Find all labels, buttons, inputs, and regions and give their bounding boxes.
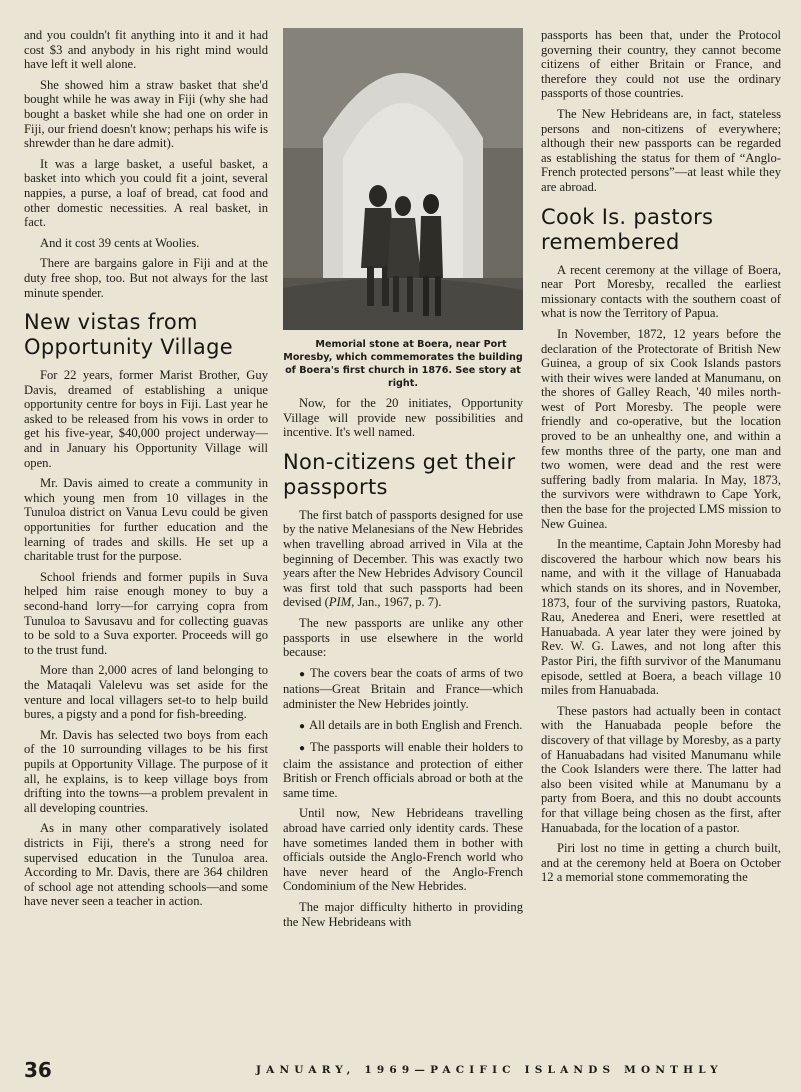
paragraph-text-end: , Jan., 1967, p. 7). bbox=[351, 595, 442, 610]
bullet-icon: ● bbox=[299, 743, 306, 755]
paragraph bbox=[283, 508, 523, 610]
paragraph: The new passports are unlike any other passports in use elsewhere in the world because: bbox=[283, 615, 523, 660]
bullet-text: The covers bear the coats of arms of two nations—Great Britain and France—which administer the New Hebrides jointly. bbox=[283, 665, 523, 711]
photo-caption: Memorial stone at Boera, near Port Moresby, which commemorates the building of Boera's first church in 1876. See story at right. bbox=[283, 339, 523, 389]
paragraph: In the meantime, Captain John Moresby had discovered the harbour which now bears his name, and with it the village of Hanuabada which stands on its shores, and in November, 1873, four of the surviving pastors, Ruatoka, Rau, Anederea and Eneri, were resettled at Hanuabada. A year later they were joined by Rev. W. G. Lawes, and not long after this Pastor Piri, the fifth survivor of the Manumanu episode, settled at Boera, a beach village 10 miles from Hanuabada. bbox=[541, 537, 781, 698]
paragraph: These pastors had actually been in contact with the Hanuabada people before the discovery of that village by Moresby, as a party of Hanuabadans had visited Manumanu while the Cook Islanders were there. The latter had also been visited while at Manumanu by a party from Boera, and this no doubt accounts for that village being chosen as the first, after Hanuabada, for the location of a pastor. bbox=[541, 703, 781, 835]
paragraph: The major difficulty hitherto in providing the New Hebrideans with bbox=[283, 900, 523, 929]
paragraph: passports has been that, under the Protocol governing their country, they cannot become citizens of either Britain or France, and therefore they could not use the ordinary passports of those countries. bbox=[541, 28, 781, 101]
paragraph-text: The first batch of passports designed for use by the native Melanesians of the New Hebrides when travelling abroad arrived in Vila at the beginning of December. This was exactly two years after the New Hebrides Advisory Council was first told that such passports had been devised ( bbox=[283, 507, 523, 610]
bullet-icon: ● bbox=[299, 668, 307, 680]
paragraph: School friends and former pupils in Suva helped him raise enough money to buy a second-hand lorry—for carrying copra from Tunuloa to Savusavu and for collecting guavas to be sold to a Suva exporter. Proceeds will go to the trust fund. bbox=[24, 569, 268, 657]
bullet-item bbox=[283, 666, 523, 712]
paragraph: Piri lost no time in getting a church built, and at the ceremony held at Boera on October 12 a memorial stone commemorating the bbox=[541, 841, 781, 885]
bullet-text: All details are in both English and French. bbox=[309, 717, 523, 732]
paragraph: Until now, New Hebrideans travelling abroad have carried only identity cards. These have sometimes landed them in bother with officials outside the Anglo-French world who have never heard of the Anglo-French Condominium of the New Hebrides. bbox=[283, 806, 523, 894]
bullet-icon: ● bbox=[299, 720, 306, 732]
page-number: 36 bbox=[24, 1058, 52, 1082]
paragraph: And it cost 39 cents at Woolies. bbox=[40, 235, 200, 250]
paragraph: Now, for the 20 initiates, Opportunity Village will provide new possibilities and incentive. It's well named. bbox=[283, 396, 523, 440]
bullet-text: The passports will enable their holders to claim the assistance and protection of either British or French officials abroad or both at the same time. bbox=[283, 740, 524, 800]
paragraph: As in many other comparatively isolated districts in Fiji, there's a strong need for supervised education in the Tunuloa area. According to Mr. Davis, there are 364 children of school age not attending schools—and some have never seen a teacher in action. bbox=[24, 821, 268, 909]
paragraph: It was a large basket, a useful basket, a basket into which you could fit a joint, several nappies, a purse, a loaf of bread, cat food and other domestic necessities. A real basket, in fact. bbox=[24, 156, 268, 230]
running-title: JANUARY, 1969—PACIFIC ISLANDS MONTHLY bbox=[256, 1064, 723, 1076]
page-footer bbox=[24, 1058, 784, 1082]
column-middle bbox=[283, 28, 523, 935]
paragraph: Mr. Davis has selected two boys from each of the 10 surrounding villages to be his first pupils at Opportunity Village. The purpose of it all, he explains, is to keep village boys from drifting into the towns—a problem prevalent in all developing countries. bbox=[24, 727, 268, 815]
article-heading-opportunity-village: New vistas from Opportunity Village bbox=[24, 310, 233, 360]
paragraph: The New Hebrideans are, in fact, stateless persons and non-citizens of everywhere; although their new passports can be regarded as establishing the status for them of “Anglo-French protected persons”—at least while they are abroad. bbox=[541, 106, 781, 194]
memorial-stone-photo bbox=[283, 28, 523, 330]
paragraph: For 22 years, former Marist Brother, Guy Davis, dreamed of establishing a unique opportunity centre for boys in Fiji. Last year he asked to be released from his vows in order to get his five-year, $40,000 project underway—and in January his Opportunity Village will open. bbox=[24, 368, 268, 470]
paragraph: In November, 1872, 12 years before the declaration of the Protectorate of British New Guinea, a group of six Cook Islands pastors with their wives were landed at Manumanu, on the shores of Galley Reach, '40 miles north-west of Port Moresby. The people were friendly and co-operative, but the location proved to be an unhealthy one, and within a few months three of the party, one man and two women, were dead and the rest were suffering badly from malaria. In May, 1873, the survivors were withdrawn to Cape York, then the base for the projected LMS mission to New Guinea. bbox=[541, 326, 781, 531]
paragraph: There are bargains galore in Fiji and at the duty free shop, too. But not always for the last minute spender. bbox=[24, 256, 268, 300]
paragraph: She showed him a straw basket that she'd bought while he was away in Fiji (why she had bought a basket while she had one on order in Fiji, our friend doesn't know; perhaps his wife is shrewder than he dare admit). bbox=[24, 77, 268, 151]
photo-illustration bbox=[283, 28, 523, 330]
publication-reference: PIM bbox=[328, 595, 352, 610]
article-heading-passports: Non-citizens get their passports bbox=[283, 449, 516, 499]
column-right bbox=[541, 28, 781, 891]
article-heading-cook-islands: Cook Is. pastors remembered bbox=[541, 204, 714, 254]
bullet-item bbox=[283, 740, 523, 800]
paragraph: A recent ceremony at the village of Boera, near Port Moresby, recalled the earliest missionary contacts with the southern coast of what is now the Territory of Papua. bbox=[541, 262, 781, 321]
column-left bbox=[24, 28, 268, 915]
bullet-item bbox=[283, 718, 523, 735]
paragraph: and you couldn't fit anything into it and it had cost $3 and anybody in his right mind would have left it well alone. bbox=[24, 28, 268, 72]
paragraph: Mr. Davis aimed to create a community in which young men from 10 villages in the Tunuloa district on Vanua Levu could be given opportunities for further education and the learning of trades and skills. He set up a charitable trust for the purpose. bbox=[24, 476, 268, 564]
paragraph: More than 2,000 acres of land belonging to the Mataqali Valelevu was set aside for the venture and local villagers set-to to help build bures, a pigsty and a pond for fish-breeding. bbox=[24, 663, 268, 722]
